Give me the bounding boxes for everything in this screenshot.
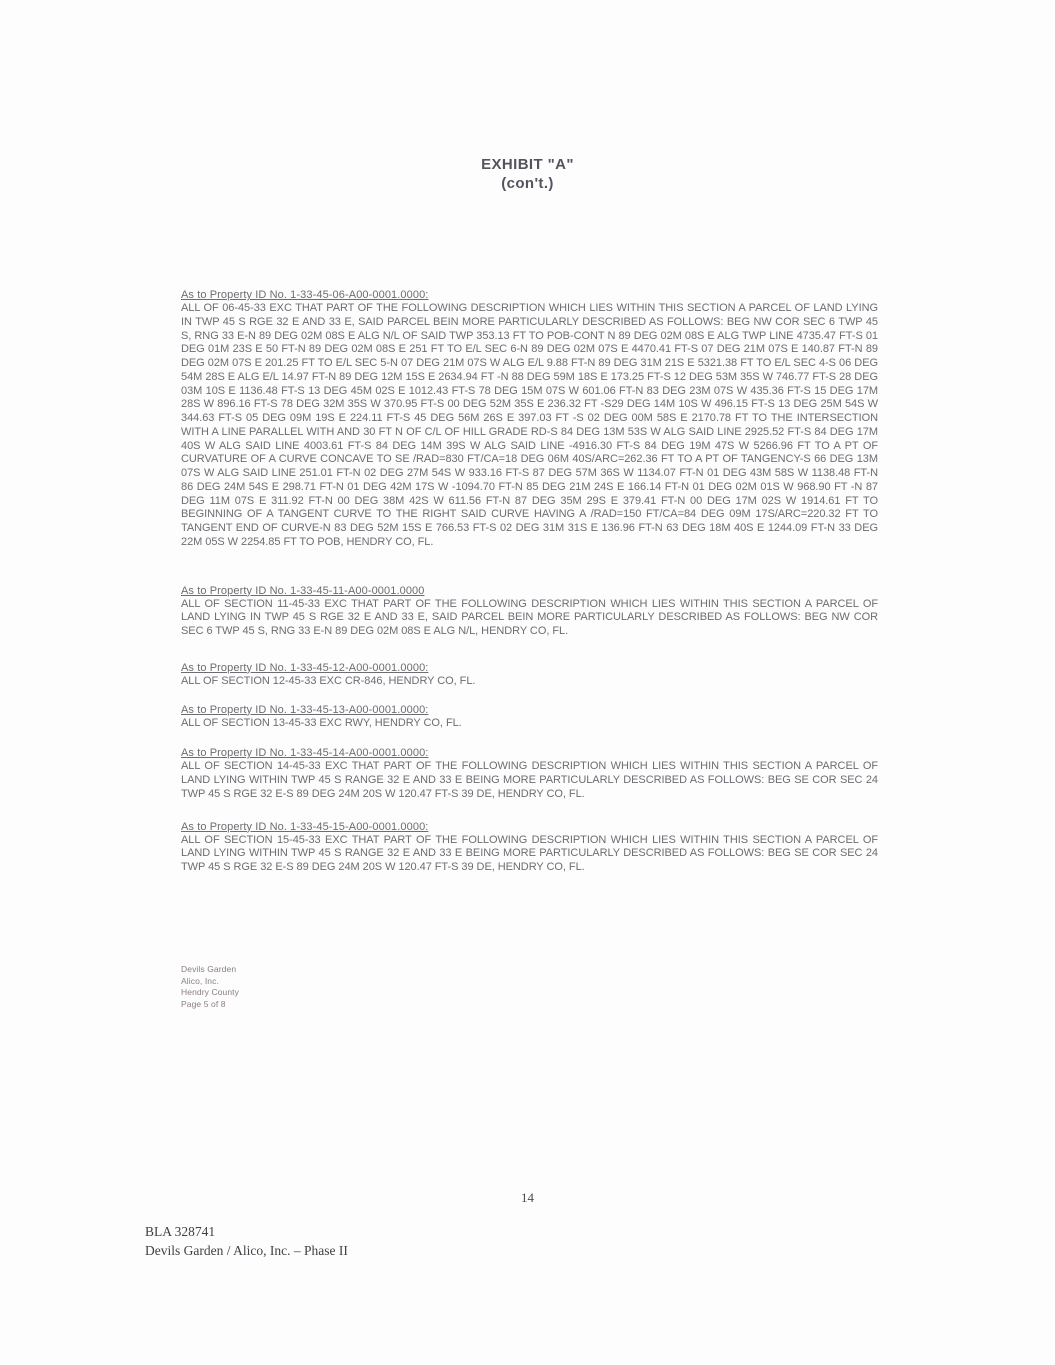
stamp-line-project: Devils Garden: [181, 964, 237, 974]
section-body: ALL OF SECTION 11-45-33 EXC THAT PART OF THE FOLLOWING DESCRIPTION WHICH LIES WITHIN THIS SECTION A PARCEL OF LAND LYING IN TWP 45 S RGE 32 E AND 33 E, SAID PARCEL BEIN MORE PARTICULARLY DESCRIBED AS FOLLOWS: BEG NW COR SEC 6 TWP 45 S, RNG 33 E-N 89 DEG 02M 08S E ALG N/L, HENDRY CO, FL.: [181, 597, 878, 637]
footer-case-number: BLA 328741: [145, 1224, 216, 1239]
document-body: [181, 288, 878, 875]
stamp-line-page: Page 5 of 8: [181, 998, 226, 1009]
property-section-12: [181, 661, 878, 689]
page-number: 14: [521, 1190, 534, 1205]
property-section-06: [181, 288, 878, 550]
property-section-14: [181, 746, 878, 801]
property-section-11: [181, 584, 878, 639]
section-body: ALL OF SECTION 15-45-33 EXC THAT PART OF THE FOLLOWING DESCRIPTION WHICH LIES WITHIN THIS SECTION A PARCEL OF LAND LYING WITHIN TWP 45 S RANGE 32 E AND 33 E BEING MORE PARTICULARLY DESCRIBED AS FOLLOWS: BEG SE COR SEC 24 TWP 45 S RGE 32 E-S 89 DEG 24M 20S W 120.47 FT-S 39 DE, HENDRY CO, FL.: [181, 833, 878, 873]
property-section-13: [181, 703, 878, 731]
section-body: ALL OF SECTION 13-45-33 EXC RWY, HENDRY CO, FL.: [181, 716, 462, 729]
document-title: [0, 155, 1055, 193]
section-body: ALL OF SECTION 14-45-33 EXC THAT PART OF THE FOLLOWING DESCRIPTION WHICH LIES WITHIN THIS SECTION A PARCEL OF LAND LYING WITHIN TWP 45 S RANGE 32 E AND 33 E BEING MORE PARTICULARLY DESCRIBED AS FOLLOWS: BEG SE COR SEC 24 TWP 45 S RGE 32 E-S 89 DEG 24M 20S W 120.47 FT-S 39 DE, HENDRY CO, FL.: [181, 760, 878, 800]
title-line-2: (con't.): [501, 175, 554, 192]
section-body: ALL OF 06-45-33 EXC THAT PART OF THE FOLLOWING DESCRIPTION WHICH LIES WITHIN THIS SECTION A PARCEL OF LAND LYING IN TWP 45 S RGE 32 E AND 33 E, SAID PARCEL BEIN MORE PARTICULARLY DESCRIBED AS FOLLOWS: BEG NW COR SEC 6 TWP 45 S, RNG 33 E-N 89 DEG 02M 08S E ALG N/L OF SAID TWP 353.13 FT TO POB-CONT N 89 DEG 02M 08S E ALG TWP LINE 4735.47 FT-S 01 DEG 01M 23S E 50 FT-N 89 DEG 02M 08S E 251 FT TO E/L SEC 6-N 89 DEG 02M 07S E 4470.41 FT-S 07 DEG 21M 07S E 140.87 FT-N 89 DEG 02M 07S E 201.25 FT TO E/L SEC 5-N 07 DEG 21M 07S W ALG E/L 9.88 FT-N 89 DEG 31M 21S E 5321.38 FT TO E/L SEC 4-S 06 DEG 54M 28S E ALG E/L 14.97 FT-N 89 DEG 12M 15S E 2634.94 FT -N 88 DEG 59M 18S E 173.25 FT-S 12 DEG 53M 35S W 746.77 FT-S 28 DEG 03M 10S E 1136.48 FT-S 13 DEG 45M 02S E 1012.43 FT-S 78 DEG 15M 07S W 601.06 FT-N 83 DEG 23M 07S W 435.36 FT-S 15 DEG 17M 28S W 896.16 FT-S 78 DEG 32M 35S W 370.95 FT-S 00 DEG 52M 35S E 236.32 FT -S29 DEG 14M 10S W 496.15 FT-S 13 DEG 25M 54S W 344.63 FT-S 05 DEG 09M 19S E 224.11 FT-S 45 DEG 56M 26S E 397.03 FT -S 02 DEG 00M 58S E 2170.78 FT TO THE INTERSECTION WITH A LINE PARALLEL WITH AND 30 FT N OF C/L OF HILL GRADE RD-S 84 DEG 13M 53S W ALG SAID LINE 2925.52 FT-S 84 DEG 17M 40S W ALG SAID LINE 4003.61 FT-S 84 DEG 14M 39S W ALG SAID LINE -4916.30 FT-S 84 DEG 19M 47S W 5266.96 FT TO A PT OF CURVATURE OF A CURVE CONCAVE TO SE /RAD=830 FT/CA=18 DEG 06M 40S/ARC=262.36 FT TO A PT OF TANGENCY-S 66 DEG 13M 07S W ALG SAID LINE 251.01 FT-N 02 DEG 27M 54S W 933.16 FT-S 87 DEG 57M 36S W 1134.07 FT-N 01 DEG 43M 58S W 1138.48 FT-N 86 DEG 24M 54S E 298.71 FT-N 01 DEG 42M 17S W -1094.70 FT-N 85 DEG 21M 24S E 166.14 FT-N 01 DEG 02M 01S W 968.90 FT -N 87 DEG 11M 07S E 311.92 FT-N 00 DEG 38M 42S W 611.56 FT-N 87 DEG 35M 29S E 379.41 FT-N 00 DEG 17M 02S W 1914.61 FT TO BEGINNING OF A TANGENT CURVE TO THE RIGHT SAID CURVE HAVING A /RAD=150 FT/CA=84 DEG 09M 17S/ARC=220.32 FT TO TANGENT END OF CURVE-N 83 DEG 52M 15S E 766.53 FT-S 02 DEG 31M 31S E 136.96 FT-N 63 DEG 18M 40S E 1244.09 FT-N 33 DEG 22M 05S W 2254.85 FT TO POB, HENDRY CO, FL.: [181, 302, 878, 548]
section-heading: As to Property ID No. 1-33-45-13-A00-0001.0000:: [181, 703, 429, 716]
section-heading: As to Property ID No. 1-33-45-15-A00-0001.0000:: [181, 820, 429, 833]
section-heading: As to Property ID No. 1-33-45-11-A00-0001.0000: [181, 584, 425, 597]
document-stamp: [181, 964, 239, 1010]
title-line-1: EXHIBIT "A": [481, 156, 574, 173]
property-section-15: [181, 820, 878, 875]
section-heading: As to Property ID No. 1-33-45-14-A00-0001.0000:: [181, 747, 429, 760]
page-footer: [145, 1222, 348, 1260]
footer-project-name: Devils Garden / Alico, Inc. – Phase II: [145, 1243, 348, 1258]
section-body: ALL OF SECTION 12-45-33 EXC CR-846, HENDRY CO, FL.: [181, 674, 476, 687]
stamp-line-county: Hendry County: [181, 987, 239, 997]
section-heading: As to Property ID No. 1-33-45-12-A00-0001.0000:: [181, 661, 429, 674]
section-heading: As to Property ID No. 1-33-45-06-A00-0001.0000:: [181, 289, 429, 301]
stamp-line-company: Alico, Inc.: [181, 975, 219, 986]
